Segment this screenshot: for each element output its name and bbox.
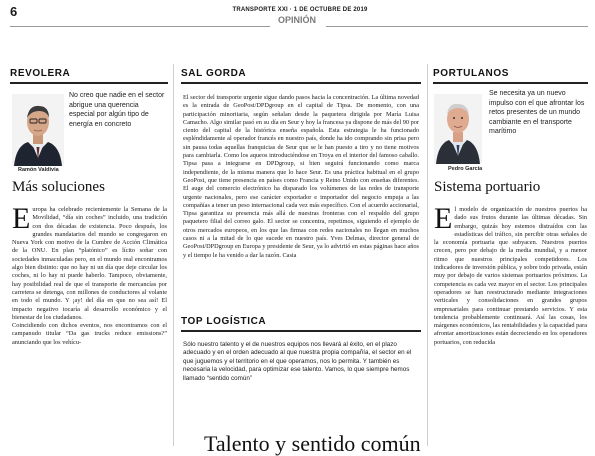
header-rule-left <box>10 26 270 27</box>
revolera-article <box>12 202 167 347</box>
section-underline <box>10 82 168 84</box>
columnist-portrait <box>12 94 64 166</box>
publication-line: TRANSPORTE XXI · 1 DE OCTUBRE DE 2019 <box>232 7 368 13</box>
portulanos-author: Pedro García <box>448 166 483 172</box>
portulanos-intro: Se necesita ya un nuevo impulso con el que afrontar los retos presentes de un mundo cambiante en el transporte marítimo <box>489 90 585 136</box>
column-divider <box>173 64 174 446</box>
salgorda-column <box>181 68 421 84</box>
section-underline <box>181 82 421 84</box>
toplogistica-column <box>181 316 421 332</box>
columnist-portrait <box>434 94 482 164</box>
section-underline <box>181 330 421 332</box>
revolera-body-2: Coincidiendo con dichos eventos, nos encontramos con el campanudo titular “Da gas trucks reduce emissions?” anunciando que los vehícu- <box>12 322 167 346</box>
dropcap: E <box>434 202 453 235</box>
page-number: 6 <box>10 4 18 19</box>
revolera-heading: REVOLERA <box>10 68 71 79</box>
section-label: OPINIÓN <box>277 15 316 25</box>
section-underline <box>433 82 588 84</box>
revolera-column <box>10 68 168 84</box>
column-divider <box>427 64 428 446</box>
dropcap: E <box>12 202 31 235</box>
revolera-body: uropa ha celebrado recientemente la Semana de la Movilidad, “día sin coches” incluido, una tradición con dos décadas de existencia. Poco después, los grandes mandatarios del mundo se congregaron en Nueva York con motivo de la Cumbre de Acción Climática de la ONU. En plan “platónico” es lícito soñar con sociedades inmaculadas pero, en el mundo real encontramos algo bien distinto: que no hay ni un día que deje circular los coches, ni lo hay ni puede haberlo. Tampoco, obviamente, hay posibilidad real de que el transporte de mercancías por carretera se detenga, con millones de conductores al volante en todo el mundo. Y ¡ay! del día en que no sea así! El impacto negativo tocaría al desarrollo económico y el bienestar de los ciudadanos. <box>12 206 167 321</box>
salgorda-heading: SAL GORDA <box>181 68 247 79</box>
salgorda-body: El sector del transporte urgente sigue dando pasos hacia la concentración. La última novedad es la entrada de GeoPost/DPDgroup en el capital de Tipsa. De momento, con una participación minoritaria, según señalan desde la paquetera dirigida por María Luisa Camacho. Algo similar pasó en su día en Seur y hoy la francesa ya dispone de más del 90 por ciento del capital de la histórica enseña española. Esta estrategia le ha funcionado espléndidamente al operador francés en nuestro país, donde ha ido comprando sin prisa pero sin pausa todas aquellas franquicias de Seur que se le han puesto a tiro y no tiene motivos para cambiarla. Como los aqueos introduciéndose en Troya en el interior del famoso caballo. Tipsa pasa a integrarse en DPDgroup, si bien seguirá funcionando como marca independiente, de la misma manera que lo hace Seur. Es una práctica habitual en el grupo GeoPost, que tiene presencia en países como Francia y Reino Unido con enseñas diferentes. El auge del comercio electrónico ha disparado los volúmenes de las redes de transporte urgente nacionales, pero ese carácter exportador e importador del negocio empuja a las compañías a tener un peso internacional cada vez más específico. Con el acuerdo accionarial, Tipsa garantiza su presencia más allá de nuestras fronteras con el respaldo del grupo paquetero filial del correo galo. El sector se concentra, repetimos, siguiendo el ejemplo de otros mercados europeos, en los que las firmas con redes nacionales no llegan en muchos casos ni a la mitad de lo que sucede en nuestro país. Yves Delmas, director general de GeoPost/DPDgroup en Europa y presidente de Seur, ya lo advirtió en estas páginas hace años y el tiempo le ha venido a dar la razón. Casia <box>183 94 419 259</box>
header-rule-right <box>326 26 588 27</box>
portulanos-title: Sistema portuario <box>434 179 541 195</box>
revolera-title: Más soluciones <box>12 179 105 195</box>
revolera-author: Ramón Valdivia <box>18 167 59 173</box>
portulanos-article <box>434 202 587 347</box>
revolera-intro: No creo que nadie en el sector abrigue una querencia especial por algún tipo de energía en concreto <box>69 92 165 128</box>
toplogistica-title: Talento y sentido común <box>204 431 421 456</box>
portulanos-body: l modelo de organización de nuestros puertos ha dado sus frutos durante las últimas décadas. Sin embargo, quizás hoy estemos distraídos con las estadísticas del tráfico, sin percibir otras señales de la economía portuaria que subyacen. Nuestros puertos crecen, pero por debajo de la media mundial, y a menor ritmo que nuestros principales competidores. Los indicadores de inversión pública, y sobre todo privada, están muy por debajo de varios sistemas portuarios próximos. La competencia es cada vez mayor en el sector. Los principales operadores se han reestructurado mediante integraciones verticales y consolidaciones en grandes grupos empresariales para continuar prestando servicios. Y esta tendencia probablemente continuará. Así las cosas, los márgenes económicos, las rentabilidades y la capacidad para afrontar amortizaciones están decreciendo en los operadores portuarios, con reducida <box>434 206 587 346</box>
toplogistica-heading: TOP LOGÍSTICA <box>181 316 267 327</box>
portulanos-heading: PORTULANOS <box>433 68 509 79</box>
portulanos-column <box>433 68 588 84</box>
toplogistica-quote: Sólo nuestro talento y el de nuestros equipos nos llevará al éxito, en el plazo adecuado y en el orden adecuado al que nuestra propia compañía, el sector en el que juguemos y el territorio en el que operamos, nos lo permita. Y también es necesaria la velocidad, para optimizar ese talento. Vamos, lo que siempre hemos llamado “sentido común” <box>183 341 412 382</box>
